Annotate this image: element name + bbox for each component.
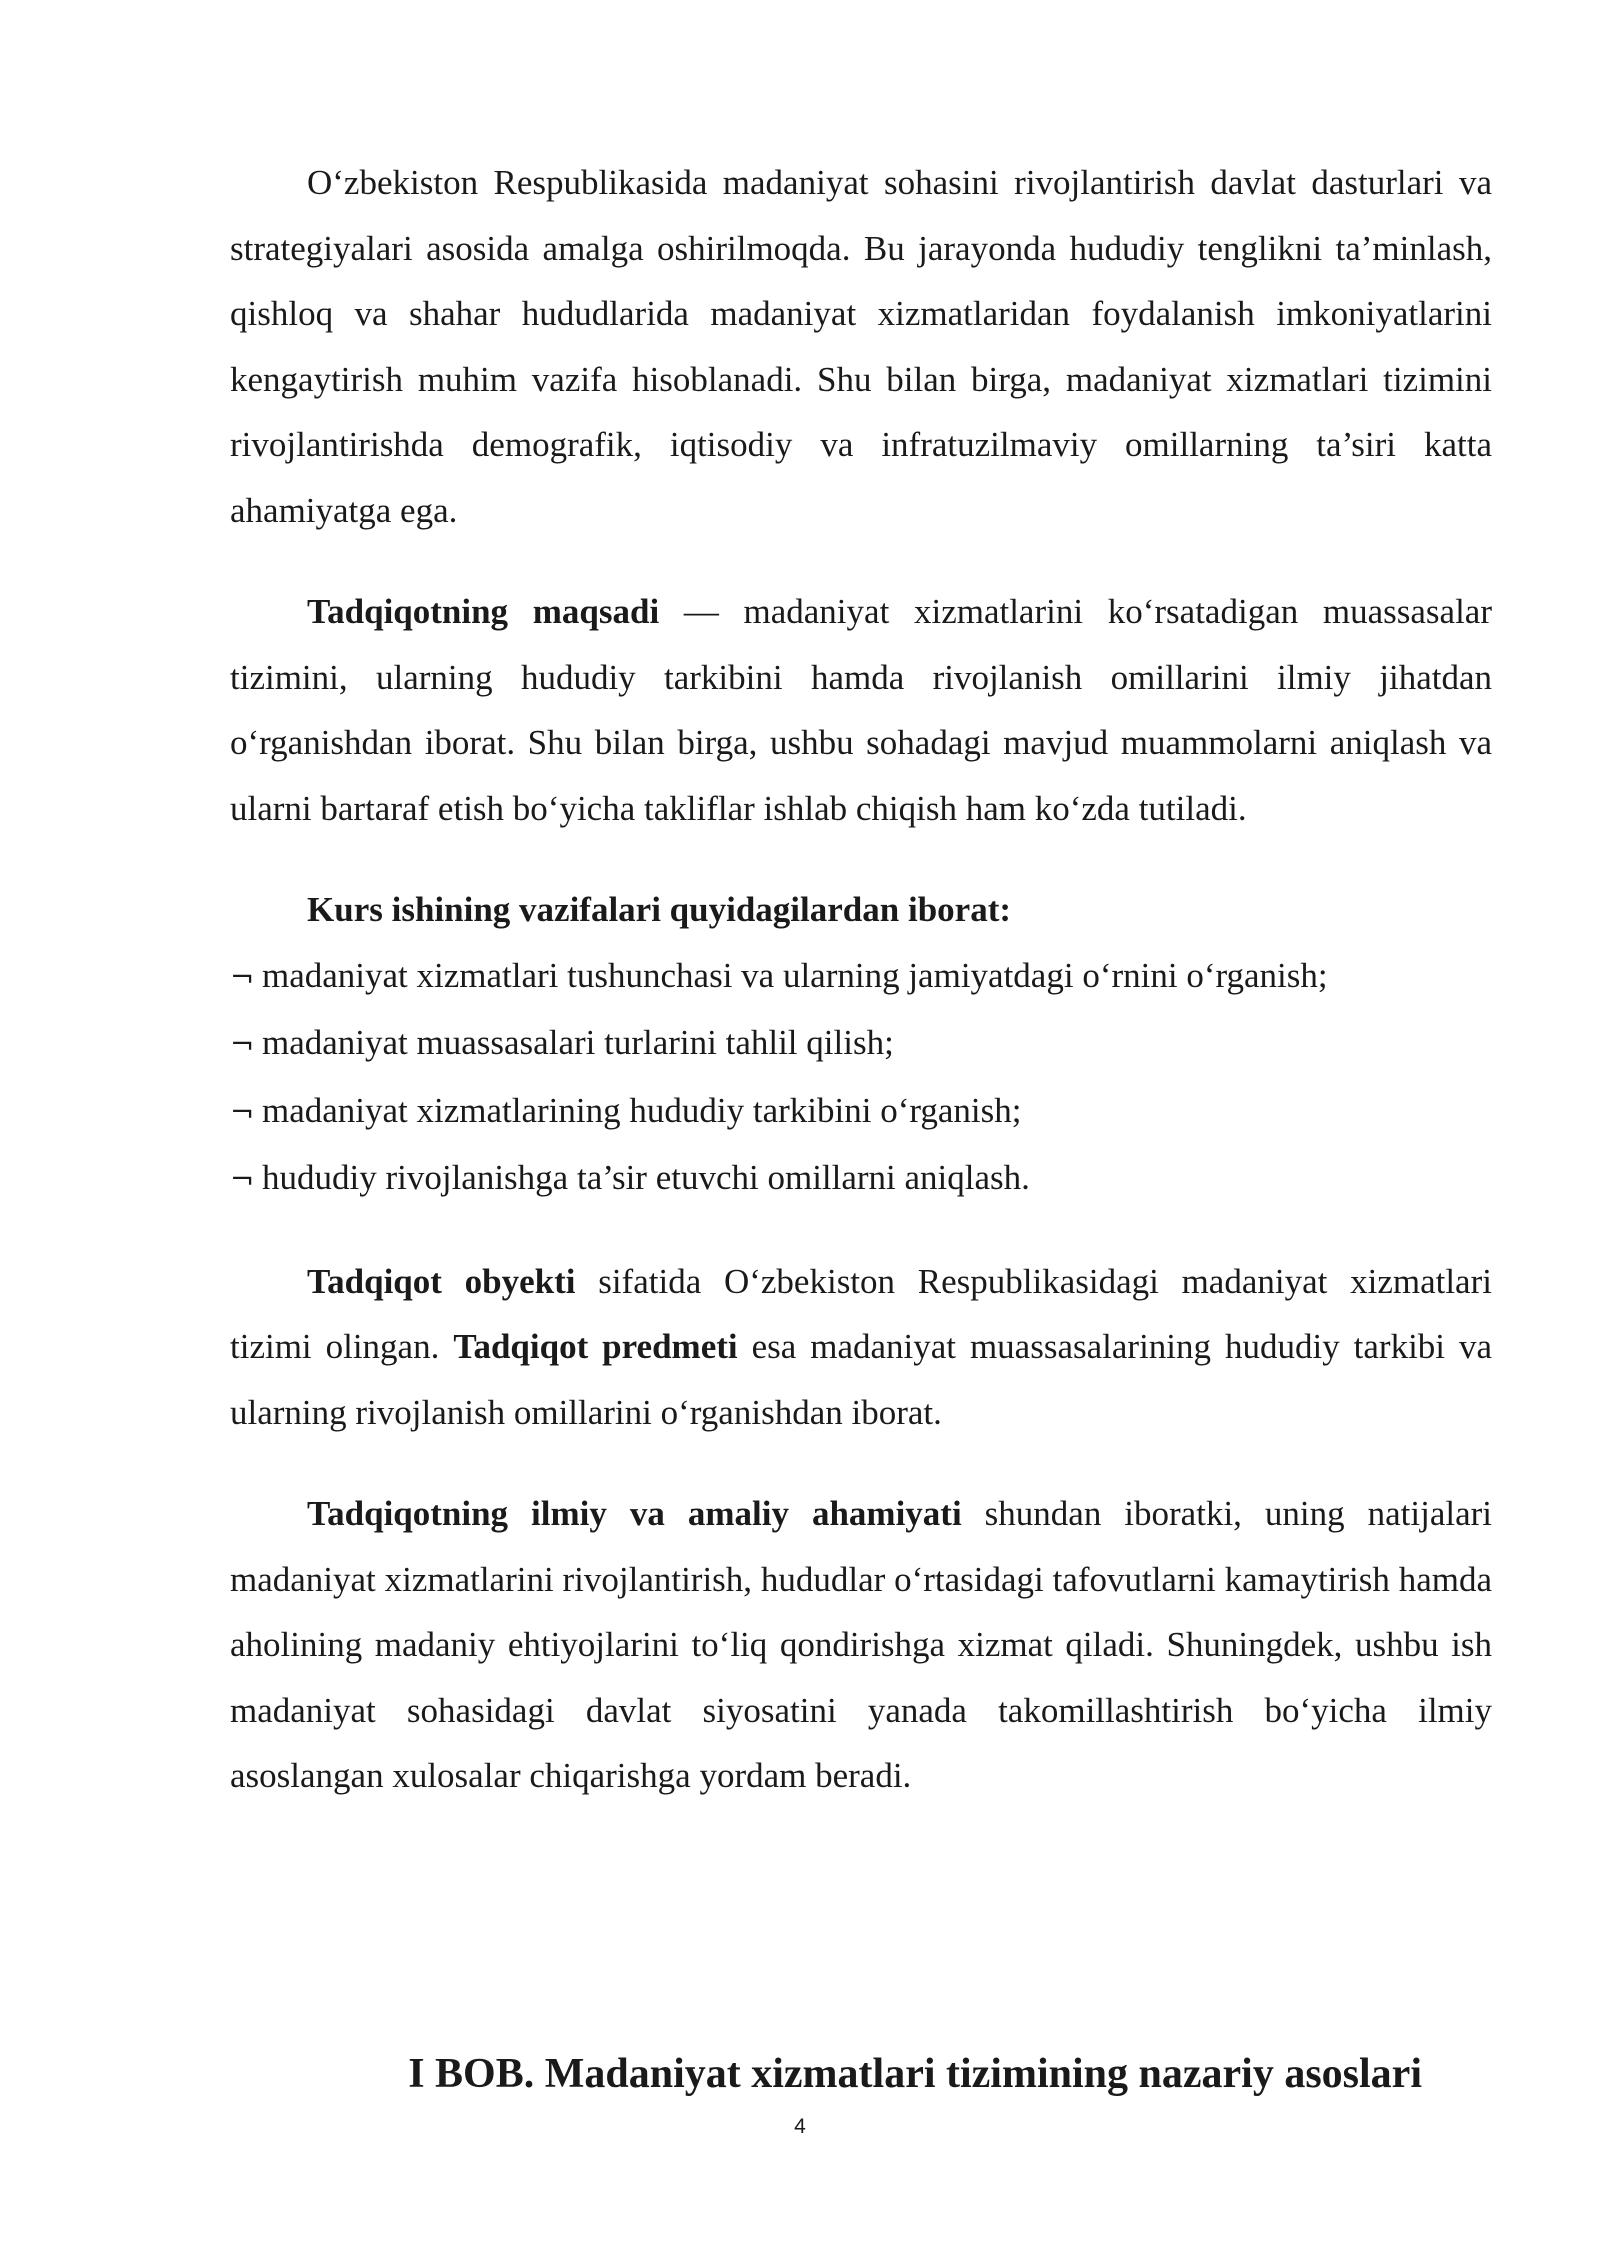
chapter-title: I BOB. Madaniyat xizmatlari tizimining nazariy asoslari [408,2051,1422,2097]
bullet-icon: ¬ [230,959,255,994]
goal-label: Tadqiqotning maqsadi [307,592,660,631]
significance-text: shundan iboratki, uning natijalari madaniyat xizmatlarini rivojlantirish, hududlar o‘rtasidagi tafovutlarni kamaytirish hamda aholining madaniy ehtiyojlarini to‘liq qondirishga xizmat qiladi. Shuningdek, ushbu ish madaniyat sohasidagi davlat siyosatini yanada takomillashtirish bo‘yicha ilmiy asoslangan xulosalar chiqarishga yordam beradi. [230,1494,1492,1795]
subject-text: esa madaniyat muassasalarining hududiy tarkibi va ularning rivojlanish omillarini o‘rganishdan iborat. [230,1327,1493,1432]
goal-text: — madaniyat xizmatlarini ko‘rsatadigan muassasalar tizimini, ularning hududiy tarkibini hamda rivojlanish omillarini ilmiy jihatdan o‘rganishdan iborat. Shu bilan birga, ushbu sohadagi mavjud muammolarni aniqlash va ularni bartaraf etish bo‘yicha takliflar ishlab chiqish ham ko‘zda tutiladi. [230,592,1492,828]
list-item [230,1145,1492,1213]
page-number: 4 [794,2115,806,2138]
list-item [230,1078,1492,1146]
task-text: hududiy rivojlanishga ta’sir etuvchi omillarni aniqlash. [262,1158,1030,1197]
object-label: Tadqiqot obyekti [307,1261,576,1301]
tasks-list [230,943,1492,1213]
intro-text: O‘zbekiston Respublikasida madaniyat sohasini rivojlantirish davlat dasturlari va strategiyalari asosida amalga oshirilmoqda. Bu jarayonda hududiy tenglikni ta’minlash, qishloq va shahar hududlarida madaniyat xizmatlaridan foydalanish imkoniyatlarini kengaytirish muhim vazifa hisoblanadi. Shu bilan birga, madaniyat xizmatlari tizimini rivojlantirishda demografik, iqtisodiy va infratuzilmaviy omillarning ta’siri katta ahamiyatga ega. [230,163,1492,530]
page-body [230,150,1492,1845]
bullet-icon: ¬ [230,1094,255,1129]
significance-paragraph [230,1481,1492,1809]
goal-paragraph [230,579,1492,841]
task-text: madaniyat muassasalari turlarini tahlil qilish; [262,1023,894,1062]
tasks-heading: Kurs ishining vazifalari quyidagilardan iborat: [307,890,1011,929]
list-item [230,1010,1492,1078]
task-text: madaniyat xizmatlarining hududiy tarkibini o‘rganish; [262,1090,1022,1130]
bullet-icon: ¬ [230,1027,255,1061]
intro-paragraph [230,150,1492,543]
task-text: madaniyat xizmatlari tushunchasi va ularning jamiyatdagi o‘rnini o‘rganish; [262,955,1328,995]
list-item [230,943,1492,1011]
bullet-icon: ¬ [230,1162,255,1196]
object-text: sifatida O‘zbekiston Respublikasidagi madaniyat xizmatlari tizimi olingan. [230,1261,1492,1366]
subject-label: Tadqiqot predmeti [453,1327,738,1366]
object-paragraph [230,1249,1492,1446]
significance-label: Tadqiqotning ilmiy va amaliy ahamiyati [307,1494,962,1533]
